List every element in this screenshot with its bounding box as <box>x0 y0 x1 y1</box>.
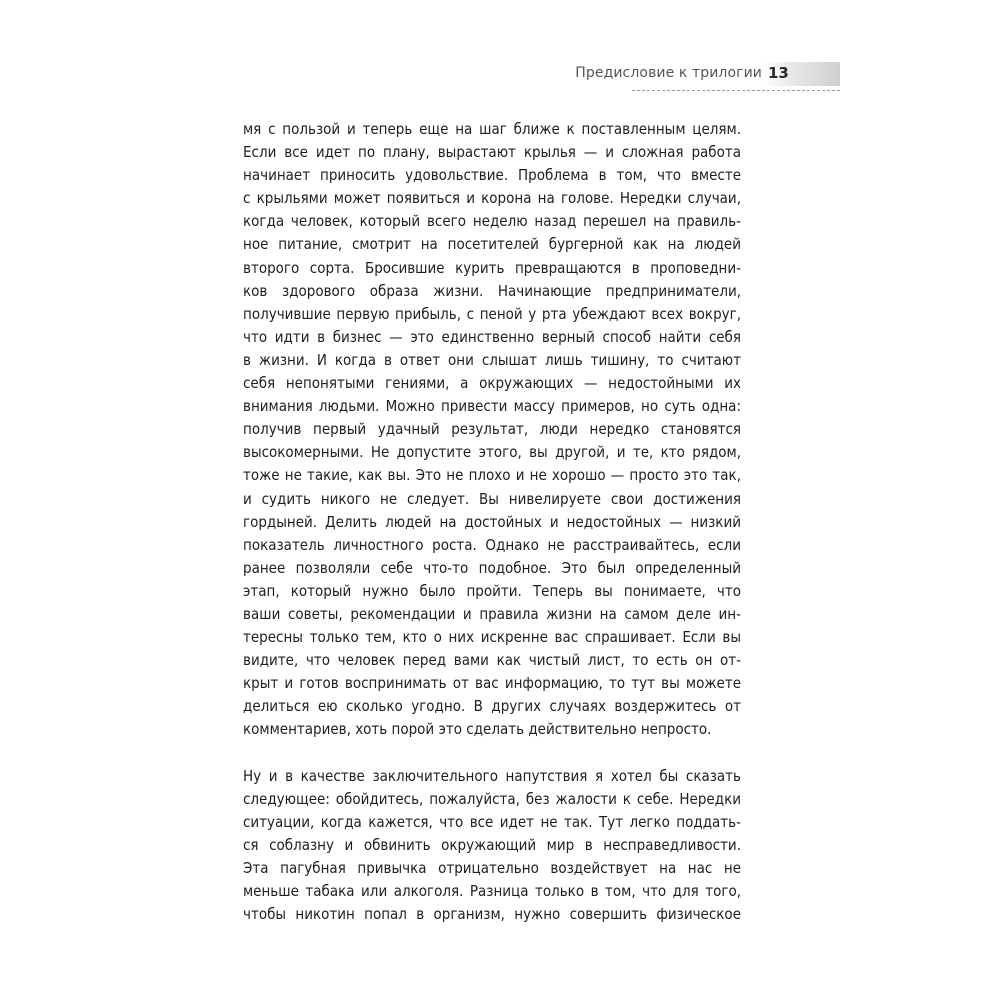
text-line: и судить никого не следует. Вы нивелируете свои достижения <box>243 489 741 508</box>
body-text <box>243 118 741 926</box>
paragraph-gap <box>243 742 741 765</box>
text-line: видите, что человек перед вами как чистый лист, то есть он от- <box>243 651 741 670</box>
text-line: ков здорового образа жизни. Начинающие предприниматели, <box>243 281 741 300</box>
header-dashed-rule <box>632 90 840 91</box>
text-line: высокомерными. Не допустите этого, вы другой, и те, кто рядом, <box>243 443 741 462</box>
text-line: мя с пользой и теперь еще на шаг ближе к поставленным целям. <box>243 120 741 138</box>
text-line: в жизни. И когда в ответ они слышат лишь тишину, то считают <box>243 350 741 369</box>
text-line: второго сорта. Бросившие курить превращаются в проповедни- <box>243 258 741 277</box>
page-number: 13 <box>768 64 789 82</box>
text-line: гордыней. Делить людей на достойных и недостойных — низкий <box>243 512 741 531</box>
running-header <box>560 62 840 88</box>
paragraph-1 <box>243 118 741 742</box>
text-line: что идти в бизнес — это единственно верный способ найти себя <box>243 327 741 346</box>
text-line: с крыльями может появиться и корона на голове. Нередки случаи, <box>243 189 741 208</box>
text-line: Ну и в качестве заключительного напутствия я хотел бы сказать <box>243 766 741 785</box>
text-line: когда человек, который всего неделю назад перешел на правиль- <box>243 212 741 231</box>
text-line: меньше табака или алкоголя. Разница только в том, что для того, <box>243 882 741 900</box>
running-header-title: Предисловие к трилогии <box>575 65 762 81</box>
text-line: ное питание, смотрит на посетителей бургерной как на людей <box>243 235 741 254</box>
text-line: показатель личностного роста. Однако не расстраивайтесь, если <box>243 535 741 554</box>
text-line: Эта пагубная привычка отрицательно воздействует на нас не <box>243 858 741 877</box>
text-line: крыт и готов воспринимать от вас информацию, то тут вы можете <box>243 674 741 693</box>
text-line: ситуации, когда кажется, что все идет не так. Тут легко поддать- <box>243 812 741 831</box>
text-line: ся соблазну и обвинить окружающий мир в несправедливости. <box>243 835 741 854</box>
text-line: ранее позволяли себе что-то подобное. Это был определенный <box>243 558 741 577</box>
text-line: этап, который нужно было пройти. Теперь вы понимаете, что <box>243 581 741 600</box>
text-line: чтобы никотин попал в организм, нужно совершить физическое <box>243 905 741 924</box>
page-number-tab <box>764 62 840 86</box>
text-line: тоже не такие, как вы. Это не плохо и не хорошо — просто это так, <box>243 466 741 485</box>
paragraph-2 <box>243 765 741 927</box>
text-line: Если все идет по плану, вырастают крылья — и сложная работа <box>243 143 741 162</box>
text-line: себя непонятыми гениями, а окружающих — недостойными их <box>243 374 741 393</box>
text-line: получившие первую прибыль, с пеной у рта убеждают всех вокруг, <box>243 304 741 323</box>
text-line: внимания людьми. Можно привести массу примеров, но суть одна: <box>243 397 741 416</box>
text-line: начинает приносить удовольствие. Проблема в том, что вместе <box>243 166 741 185</box>
text-line: комментариев, хоть порой это сделать действительно непросто. <box>243 720 712 739</box>
text-line: следующее: обойдитесь, пожалуйста, без жалости к себе. Нередки <box>243 789 741 808</box>
text-line: ваши советы, рекомендации и правила жизни на самом деле ин- <box>243 604 741 623</box>
text-line: делиться ею сколько угодно. В других случаях воздержитесь от <box>243 697 741 716</box>
text-line: получив первый удачный результат, люди нередко становятся <box>243 420 741 439</box>
text-line: тересны только тем, кто о них искренне вас спрашивает. Если вы <box>243 628 741 647</box>
